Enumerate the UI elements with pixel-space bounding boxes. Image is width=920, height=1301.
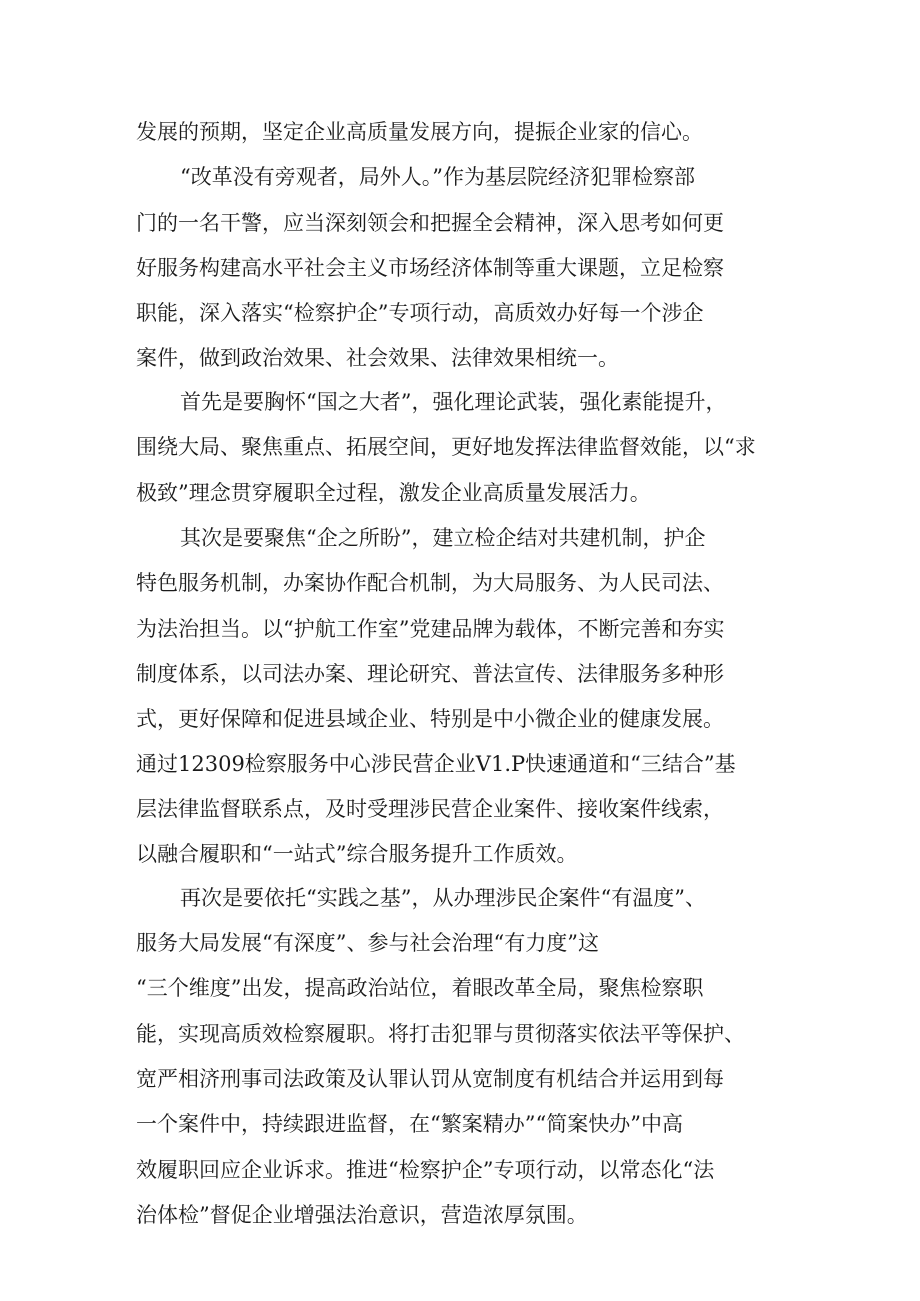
text-line: 发展的预期，坚定企业高质量发展方向，提振企业家的信心。 — [136, 120, 703, 144]
text-line: 案件，做到政治效果、社会效果、法律效果相统一。 — [136, 346, 619, 370]
paragraph-start-line: 再次是要依托“实践之基”，从办理涉民企案件“有温度”、 — [180, 886, 706, 910]
text-line: 通过12309检察服务中心涉民营企业V1.P快速通道和“三结合”基 — [136, 752, 736, 776]
paragraph-start-line: 其次是要聚焦“企之所盼”，建立检企结对共建机制，护企 — [180, 526, 706, 550]
text-line: 层法律监督联系点，及时受理涉民营企业案件、接收案件线索， — [136, 797, 724, 821]
paragraph-start-line: 首先是要胸怀“国之大者”，强化理论武装，强化素能提升， — [180, 390, 727, 414]
text-line: 围绕大局、聚焦重点、拓展空间，更好地发挥法律监督效能，以“求 — [136, 435, 756, 459]
text-line: 效履职回应企业诉求。推进“检察护企”专项行动，以常态化“法 — [136, 1158, 715, 1182]
text-line: 门的一名干警，应当深刻领会和把握全会精神，深入思考如何更 — [136, 211, 724, 235]
text-line: 特色服务机制，办案协作配合机制，为大局服务、为人民司法、 — [136, 571, 724, 595]
text-line: 一个案件中，持续跟进监督，在“繁案精办”“简案快办”中高 — [136, 1112, 683, 1136]
text-line: 能，实现高质效检察履职。将打击犯罪与贯彻落实依法平等保护、 — [136, 1022, 745, 1046]
text-line: 好服务构建高水平社会主义市场经济体制等重大课题，立足检察 — [136, 256, 724, 280]
text-line: 为法治担当。以“护航工作室”党建品牌为载体，不断完善和夯实 — [136, 617, 725, 641]
text-line: 制度体系，以司法办案、理论研究、普法宣传、法律服务多种形 — [136, 662, 724, 686]
text-line: 治体检”督促企业增强法治意识，营造浓厚氛围。 — [136, 1203, 588, 1227]
text-line: 服务大局发展“有深度”、参与社会治理“有力度”这 — [136, 931, 599, 955]
text-line: 式，更好保障和促进县域企业、特别是中小微企业的健康发展。 — [136, 707, 724, 731]
text-line: 极致”理念贯穿履职全过程，激发企业高质量发展活力。 — [136, 481, 651, 505]
text-line: 宽严相济刑事司法政策及认罪认罚从宽制度有机结合并运用到每 — [136, 1067, 724, 1091]
text-line: “三个维度”出发，提高政治站位，着眼改革全局，聚焦检察职 — [136, 976, 704, 1000]
text-line: 以融合履职和“一站式”综合服务提升工作质效。 — [136, 842, 578, 866]
text-line: 职能，深入落实“检察护企”专项行动，高质效办好每一个涉企 — [136, 301, 704, 325]
paragraph-start-line: “改革没有旁观者，局外人。”作为基层院经济犯罪检察部 — [180, 165, 695, 189]
